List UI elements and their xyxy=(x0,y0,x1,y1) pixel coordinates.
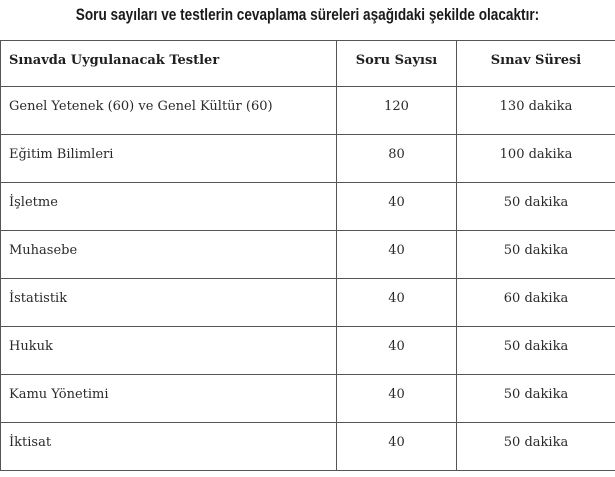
cell-test: Muhasebe xyxy=(1,231,337,279)
cell-duration: 100 dakika xyxy=(457,135,615,183)
cell-duration: 50 dakika xyxy=(457,423,615,471)
cell-test: İşletme xyxy=(1,183,337,231)
cell-question-count: 40 xyxy=(337,183,457,231)
header-question-count: Soru Sayısı xyxy=(337,41,457,87)
table-row xyxy=(1,279,615,327)
cell-test: Hukuk xyxy=(1,327,337,375)
table-row xyxy=(1,183,615,231)
cell-duration: 50 dakika xyxy=(457,375,615,423)
cell-question-count: 40 xyxy=(337,327,457,375)
exam-table xyxy=(0,40,615,471)
cell-question-count: 40 xyxy=(337,375,457,423)
table-row xyxy=(1,327,615,375)
table-row xyxy=(1,231,615,279)
cell-test: Kamu Yönetimi xyxy=(1,375,337,423)
cell-question-count: 120 xyxy=(337,87,457,135)
page-heading: Soru sayıları ve testlerin cevaplama süreleri aşağıdaki şekilde olacaktır: xyxy=(75,5,540,24)
cell-question-count: 40 xyxy=(337,423,457,471)
cell-question-count: 40 xyxy=(337,279,457,327)
cell-test: Eğitim Bilimleri xyxy=(1,135,337,183)
cell-duration: 60 dakika xyxy=(457,279,615,327)
header-exam-duration: Sınav Süresi xyxy=(457,41,615,87)
cell-test: Genel Yetenek (60) ve Genel Kültür (60) xyxy=(1,87,337,135)
cell-test: İktisat xyxy=(1,423,337,471)
cell-test: İstatistik xyxy=(1,279,337,327)
cell-duration: 50 dakika xyxy=(457,327,615,375)
cell-question-count: 80 xyxy=(337,135,457,183)
header-test: Sınavda Uygulanacak Testler xyxy=(1,41,337,87)
cell-duration: 130 dakika xyxy=(457,87,615,135)
table-row xyxy=(1,135,615,183)
table-header-row xyxy=(1,41,615,87)
table-row xyxy=(1,375,615,423)
cell-duration: 50 dakika xyxy=(457,183,615,231)
cell-duration: 50 dakika xyxy=(457,231,615,279)
table-row xyxy=(1,87,615,135)
table-row xyxy=(1,423,615,471)
cell-question-count: 40 xyxy=(337,231,457,279)
